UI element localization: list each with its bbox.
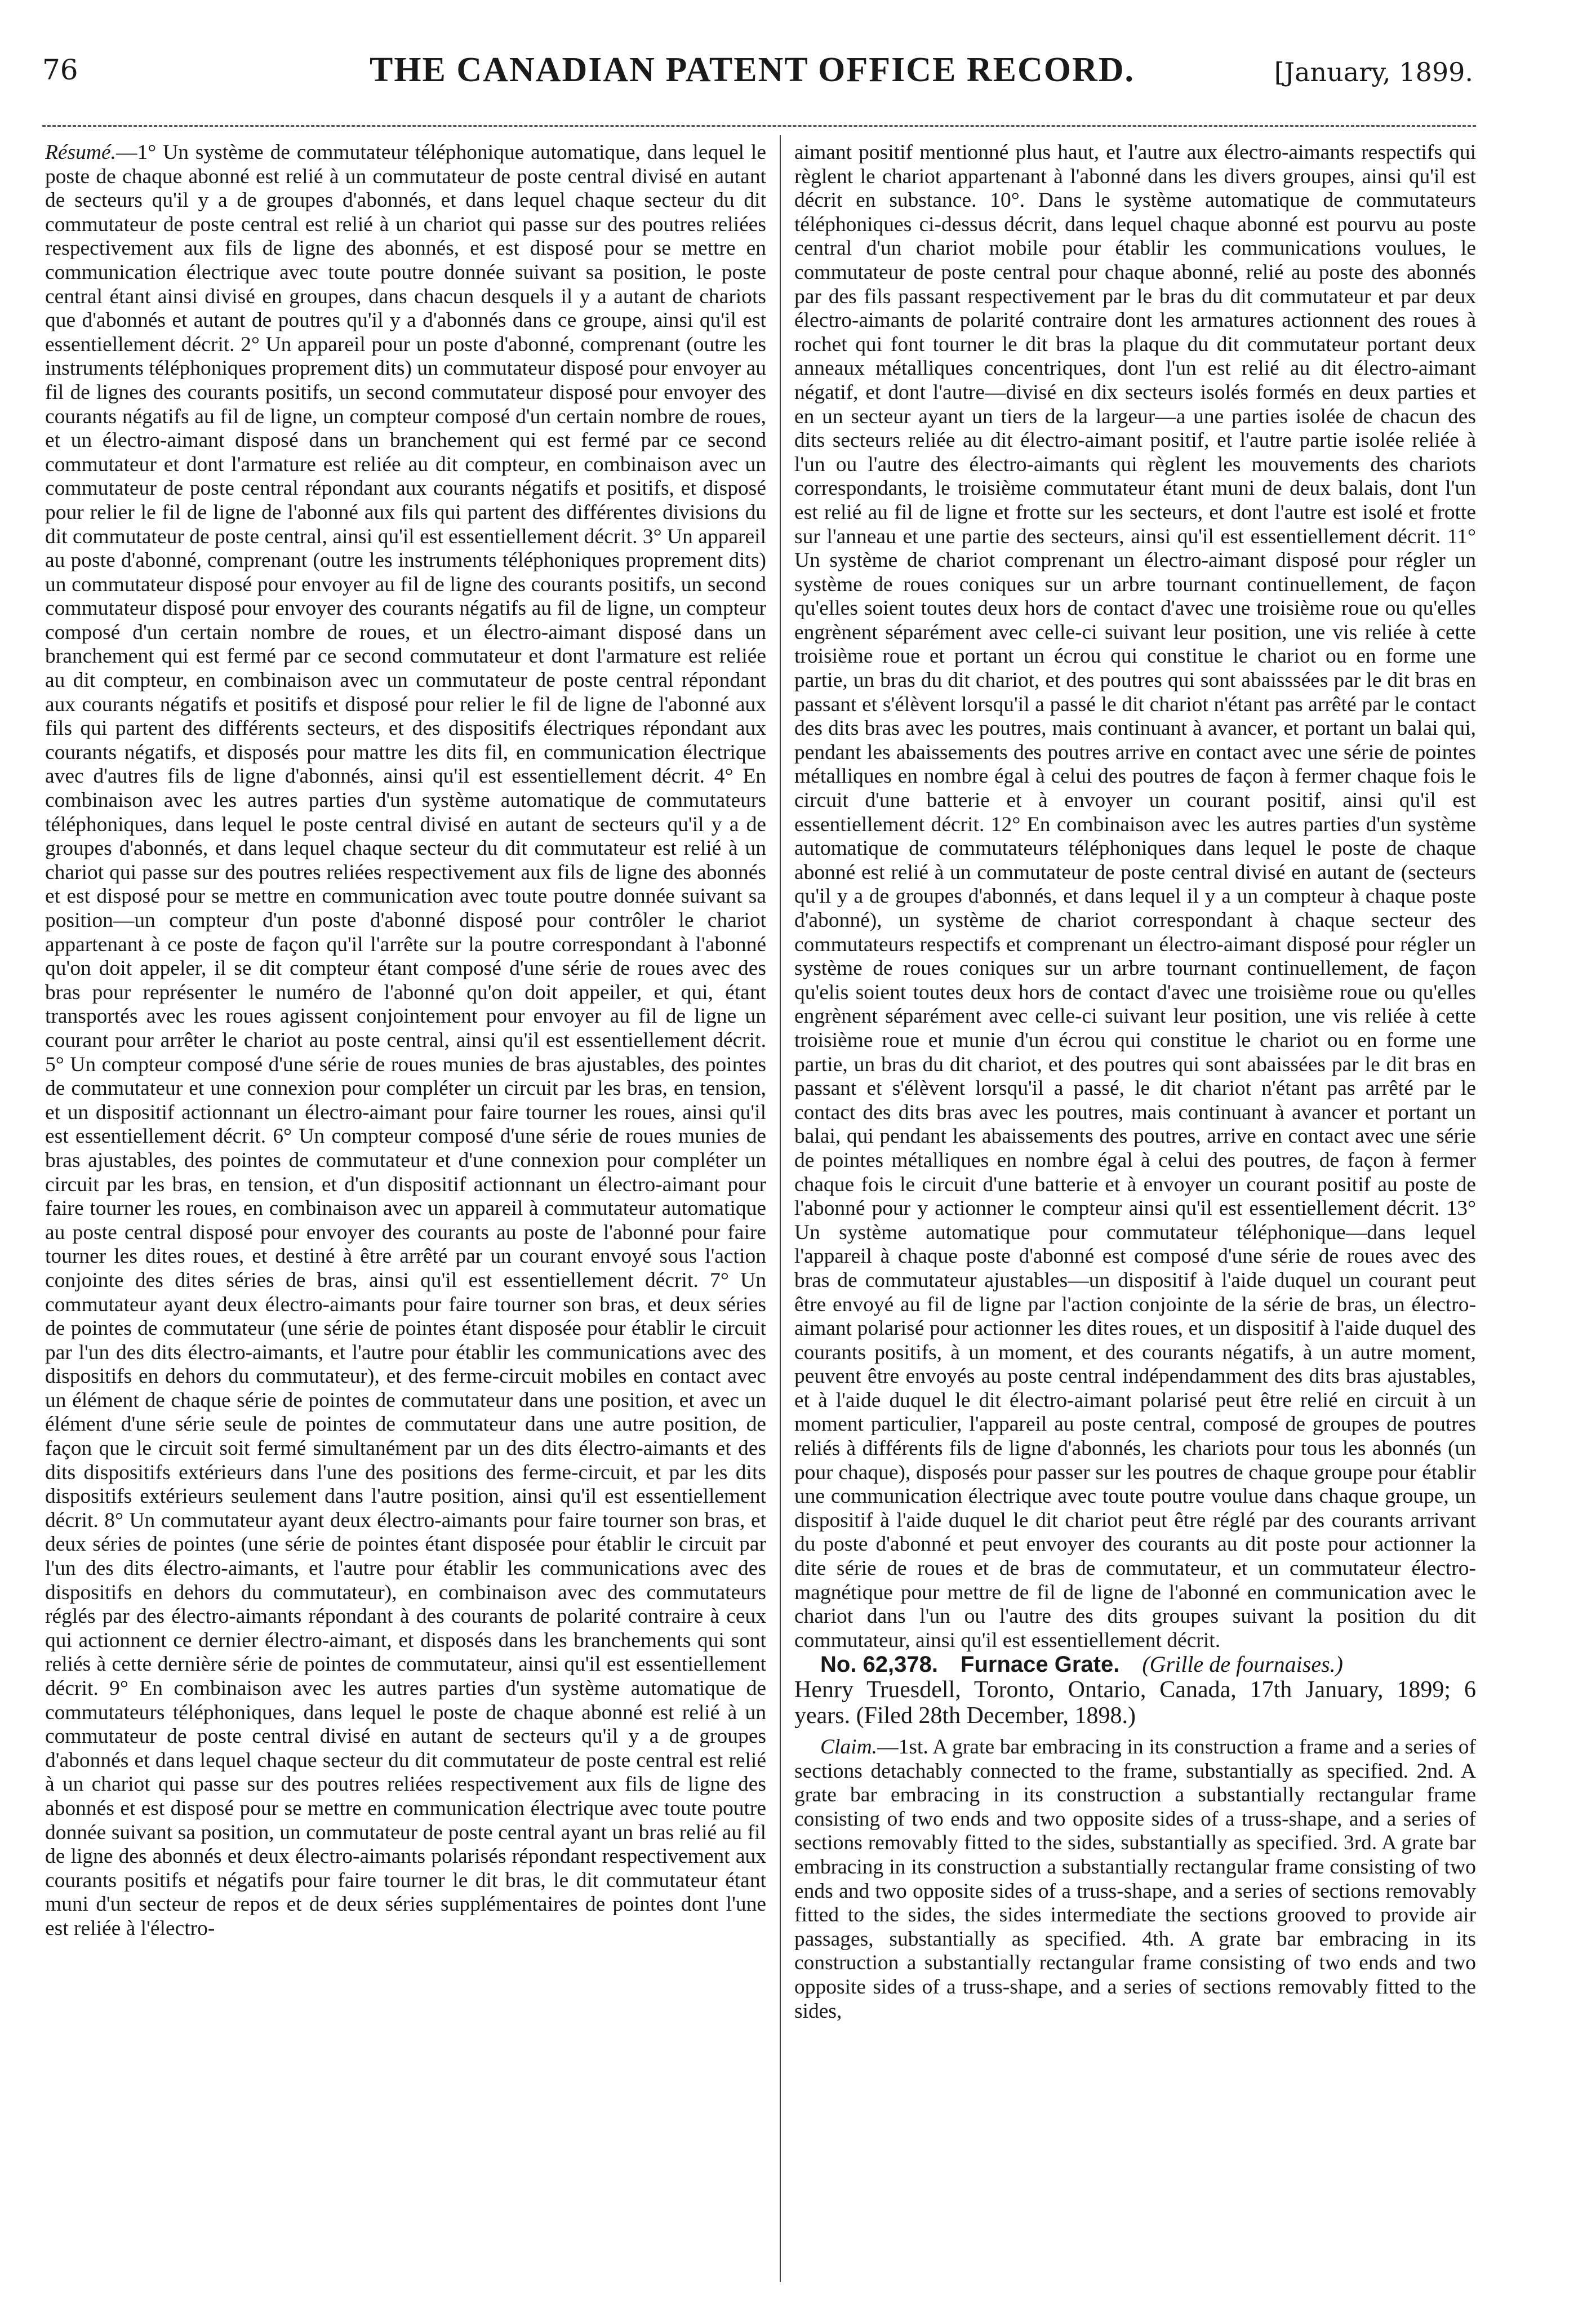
header-rule xyxy=(42,125,1476,127)
right-column xyxy=(794,141,1476,2282)
patent-number: No. 62,378. xyxy=(820,1652,939,1677)
patent-heading xyxy=(794,1653,1476,1677)
patent-title: Furnace Grate. xyxy=(961,1652,1120,1677)
resume-text: —1° Un système de commutateur téléphonique automatique, dans lequel le poste de chaque abonné est relié à un commutateur de poste central divisé en autant de secteurs qu'il y a de groupes d'abonnés, et dans lequel chaque secteur du dit commutateur de poste central est relié à un chariot qui passe sur des poutres reliées respectivement aux fils de ligne des abonnés, et est disposé pour se mettre en communication électrique avec toute poutre donnée suivant sa position, le poste central étant ainsi divisé en groupes, dans chacun desquels il y a autant de chariots que d'abonnés et autant de poutres qu'il y a d'abonnés dans ce groupe, ainsi qu'il est essentiellement décrit. 2° Un appareil pour un poste d'abonné, comprenant (outre les instruments téléphoniques proprement dits) un commutateur disposé pour envoyer au fil de lignes des courants positifs, un second commutateur disposé pour envoyer des courants négatifs au fil de ligne, un compteur composé d'un certain nombre de roues, et un électro-aimant disposé dans un branchement qui est fermé par ce second commutateur et dont l'armature est reliée au dit compteur, en combinaison avec un commutateur de poste central répondant aux courants négatifs et positifs, et disposé pour relier le fil de ligne de l'abonné aux fils qui partent des différentes divisions du dit commutateur de poste central, ainsi qu'il est essentiellement décrit. 3° Un appareil au poste d'abonné, comprenant (outre les instruments téléphoniques proprement dits) un commutateur disposé pour envoyer au fil de ligne des courants positifs, un second commutateur disposé pour envoyer des courants négatifs au fil de ligne, un compteur composé d'un certain nombre de roues, et un électro-aimant disposé dans un branchement qui est fermé par ce second commutateur et dont l'armature est reliée au dit compteur, en combinaison avec un commutateur de poste central répondant aux courants négatifs et positifs et disposé pour relier le fil de ligne de l'abonné aux fils qui partent des différents secteurs, et des dispositifs électriques répondant aux courants négatifs, et disposés pour mattre les dits fil, en communication électrique avec d'autres fils de ligne d'abonnés, ainsi qu'il est essentiellement décrit. 4° En combinaison avec les autres parties d'un système automatique de commutateurs téléphoniques, dans lequel le poste central divisé en autant de secteurs qu'il y a de groupes d'abonnés, et dans lequel chaque secteur du dit commutateur est relié à un chariot qui passe sur des poutres reliées respectivement aux fils de ligne des abonnés et est disposé pour se mettre en communication avec toute poutre donnée suivant sa position—un compteur d'un poste d'abonné disposé pour contrôler le chariot appartenant à ce poste de façon qu'il l'arrête sur la poutre correspondant à l'abonné qu'on doit appeler, il se dit compteur étant composé d'une série de roues avec des bras pour représenter le numéro de l'abonné qu'on doit appeiler, et qui, étant transportés avec les roues agissent conjointement pour envoyer au fil de ligne un courant pour arrêter le chariot au poste central, ainsi qu'il est essentiellement décrit. 5° Un compteur composé d'une série de roues munies de bras ajustables, des pointes de commutateur et une connexion pour compléter un circuit par les bras, en tension, et un dispositif actionnant un électro-aimant pour faire tourner les roues, ainsi qu'il est essentiellement décrit. 6° Un compteur composé d'une série de roues munies de bras ajustables, des pointes de commutateur et d'une connexion pour compléter un circuit par les bras, en tension, et d'un dispositif actionnant un électro-aimant pour faire tourner les roues, en combinaison avec un appareil à commutateur automatique au poste central disposé pour envoyer des courants au poste de l'abonné pour faire tourner les dites roues, et destiné à être arrêté par un courant envoyé sous l'action conjointe des dites séries de bras, ainsi qu'il est essentiellement décrit. 7° Un commutateur ayant deux électro-aimants pour faire tourner son bras, et deux séries de pointes de commutateur (une série de pointes étant disposée pour établir le circuit par l'un des dits électro-aimants, et l'autre pour établir les communications avec des dispositifs en dehors du commutateur), et des ferme-circuit mobiles en contact avec un élément de chaque série de pointes de commutateur dans une position, et avec un élément d'une série seule de pointes de commutateur dans une autre position, de façon que le circuit soit fermé simultanément par un des dits électro-aimants et des dits dispositifs extérieurs dans l'une des positions des ferme-circuit, et par les dits dispositifs extérieurs seulement dans l'autre position, ainsi qu'il est essentiellement décrit. 8° Un commutateur ayant deux électro-aimants pour faire tourner son bras, et deux séries de pointes (une série de pointes étant disposée pour établir le circuit par l'un des dits électro-aimants, et l'autre pour établir les communications avec des dispositifs en dehors du commutateur), en combinaison avec des commutateurs réglés par des électro-aimants répondant à des courants de polarité contraire à ceux qui actionnent ce dernier électro-aimant, et disposés dans les branchements qui sont reliés à cette dernière série de pointes de commutateur, ainsi qu'il est essentiellement décrit. 9° En combinaison avec les autres parties d'un système automatique de commutateurs téléphoniques, dans lequel le poste de chaque abonné est relié à un commutateur de poste central divisé en autant de secteurs qu'il y a de groupes d'abonnés et dans lequel chaque secteur du dit commutateur de poste central est relié à un chariot qui passe sur des poutres reliées respectivement aux fils de ligne des abonnés et est disposé pour se mettre en communication électrique avec toute poutre donnée suivant sa position, un commutateur de poste central ayant un bras relié au fil de ligne des abonnés et deux électro-aimants polarisés répondant respectivement aux courants positifs et négatifs pour faire tourner le dit bras, le dit commutateur étant muni d'un secteur de repos et de deux séries supplémentaires de pointes dont l'une est reliée à l'électro- xyxy=(45,141,766,1940)
patent-claims xyxy=(794,1735,1476,2023)
patent-inventor: Henry Truesdell, Toronto, Ontario, Canada, 17th January, 1899; 6 years. (Filed 28th December, 1898.) xyxy=(794,1677,1476,1729)
claim-text: —1st. A grate bar embracing in its construction a frame and a series of sections detachably connected to the frame, substantially as specified. 2nd. A grate bar embracing in its construction a substantially rectangular frame consisting of two ends and two opposite sides of a truss-shape, and a series of sections removably fitted to the sides, substantially as specified. 3rd. A grate bar embracing in its construction a substantially rectangular frame consisting of two ends and two opposite sides of a truss-shape, and a series of sections removably fitted to the sides, the sides intermediate the sections grooved to provide air passages, substantially as specified. 4th. A grate bar embracing in its construction a substantially rectangular frame consisting of two ends and two opposite sides of a truss-shape, and a series of sections removably fitted to the sides, xyxy=(794,1735,1476,2023)
page-number: 76 xyxy=(42,54,78,86)
continued-claims-paragraph: aimant positif mentionné plus haut, et l'autre aux électro-aimants respectifs qui règlent le chariot appartenant à l'abonné dans les divers groupes, ainsi qu'il est décrit en substance. 10°. Dans le système automatique de commutateurs téléphoniques ci-dessus décrit, dans lequel chaque abonné est pourvu au poste central d'un chariot mobile pour établir les communications voulues, le commutateur de poste central pour chaque abonné, relié au poste des abonnés par des fils passant respectivement par le bras du dit commutateur et par deux électro-aimants de polarité contraire dont les armatures actionnent des roues à rochet qui font tourner le dit bras la plaque du dit commutateur portant deux anneaux métalliques concentriques, dont l'un est relié au dit électro-aimant négatif, et dont l'autre—divisé en dix secteurs isolés formés en deux parties et en un secteur ayant un tiers de la largeur—a une parties isolée de chacun des dits secteurs reliée au dit électro-aimant positif, et l'autre partie isolée reliée à l'un ou l'autre des électro-aimants qui règlent les mouvements des chariots correspondants, le troisième commutateur étant muni de deux balais, dont l'un est relié au fil de ligne et frotte sur les secteurs, et dont l'autre est isolé et frotte sur l'anneau et une partie des secteurs, ainsi qu'il est essentiellement décrit. 11° Un système de chariot comprenant un électro-aimant disposé pour régler un système de roues coniques sur un arbre tournant continuellement, de façon qu'elles soient toutes deux hors de contact d'avec une troisième roue ou qu'elles engrènent séparément avec celle-ci suivant leur position, une vis reliée à cette troisième roue et portant un écrou qui constitue le chariot ou en forme une partie, un bras du dit chariot, et des poutres qui sont abaisssées par le dit bras en passant et s'élèvent lorsqu'il a passé le dit chariot n'étant pas arrêté par le contact des dits bras avec les poutres, mais continuant à avancer, et portant un balai qui, pendant les abaissements des poutres arrive en contact avec une série de pointes métalliques en nombre égal à celui des poutres de façon à fermer chaque fois le circuit d'une batterie et à envoyer un courant positif, ainsi qu'il est essentiellement décrit. 12° En combinaison avec les autres parties d'un système automatique de commutateurs téléphoniques dans lequel le poste de chaque abonné est relié à un commutateur de poste central divisé en autant de (secteurs qu'il y a de groupes d'abonnés, et dans lequel il y a un compteur à chaque poste d'abonné), un système de chariot correspondant à chaque secteur des commutateurs respectifs et comprenant un électro-aimant disposé pour régler un système de roues coniques sur un arbre tournant continuellement, de façon qu'elis soient toutes deux hors de contact d'avec une troisième roue ou qu'elles engrènent séparément avec celle-ci suivant leur position, une vis reliée à cette troisième roue et munie d'un écrou qui constitue le chariot ou en forme une partie, un bras du dit chariot, et des poutres qui sont abaissées par le dit bras en passant et s'élèvent lorsqu'il a passé, le dit chariot n'étant pas arrêté par le contact des dits bras avec les poutres, mais continuant à avancer et portant un balai, qui pendant les abaissements des poutres, arrive en contact avec une série de pointes métalliques en nombre égal à celui des poutres, de façon à fermer chaque fois le circuit d'une batterie et à envoyer un courant positif au poste de l'abonné pour y actionner le compteur ainsi qu'il est essentiellement décrit. 13° Un système automatique pour commutateur téléphonique—dans lequel l'appareil à chaque poste d'abonné est composé d'une série de roues avec des bras de commutateur ajustables—un dispositif à l'aide duquel un courant peut être envoyé au fil de ligne par l'action conjointe de la série de bras, un électro-aimant polarisé pour actionner les dites roues, et un dispositif à l'aide duquel des courants positifs, à un moment, et des courants négatifs, à un autre moment, peuvent être envoyés au poste central indépendamment des dits bras ajustables, et à l'aide duquel le dit électro-aimant polarisé peut être relié en circuit à un moment particulier, l'appareil au poste central, composé de groupes de poutres reliés à différents fils de ligne d'abonnés, les chariots pour tous les abonnés (un pour chaque), disposés pour passer sur les poutres de chaque groupe pour établir une communication électrique avec toute poutre voulue dans chaque groupe, un dispositif à l'aide duquel le dit chariot peut être réglé par des courants arrivant du poste d'abonné et peut envoyer des courants au dit poste pour actionner la dite série de roues et de bras de commutateur, et un commutateur électro-magnétique pour mettre de fil de ligne de l'abonné en communication avec le chariot dans l'un ou l'autre des dits groupes suivant la position du dit commutateur, ainsi qu'il est essentiellement décrit. xyxy=(794,141,1476,1652)
issue-date: [January, 1899. xyxy=(1274,57,1473,87)
running-title: THE CANADIAN PATENT OFFICE RECORD. xyxy=(369,51,1135,89)
column-divider xyxy=(780,135,781,2282)
left-column xyxy=(45,141,766,2282)
page-header xyxy=(42,51,1473,99)
resume-label: Résumé. xyxy=(45,141,116,164)
claim-label: Claim. xyxy=(820,1735,878,1759)
patent-french-title: (Grille de fournaises.) xyxy=(1142,1651,1343,1677)
resume-paragraph xyxy=(45,141,766,1941)
